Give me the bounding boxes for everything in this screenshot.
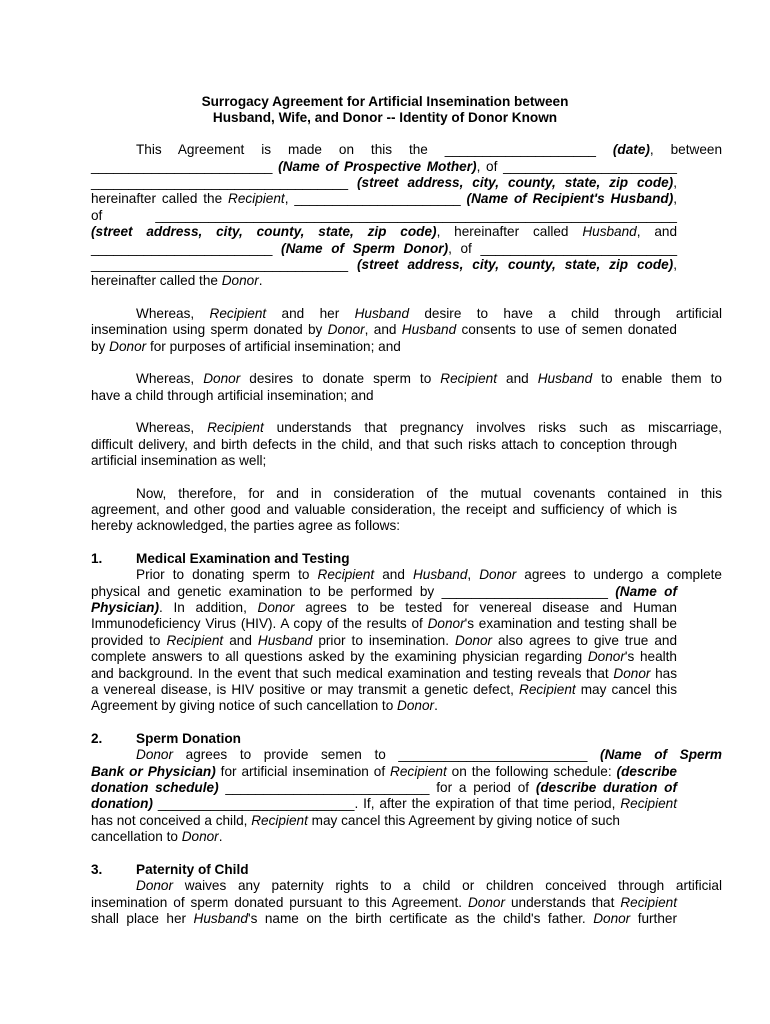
text: , [673,175,677,190]
text: understands that pregnancy involves risks such as miscarriage, [263,420,723,435]
defined-term: Husband [354,306,410,321]
defined-term: Donor [397,698,435,713]
text: shall place her [91,911,194,926]
defined-term: Donor [427,616,465,631]
text: prior to insemination. [312,633,456,648]
document-title [90,94,680,126]
text: has [650,666,678,681]
intro-line [91,273,677,289]
section-heading [91,862,677,878]
section-line [91,747,722,763]
text: waives any paternity rights to a child or children conceived through artificial [173,878,722,893]
section-line [91,633,677,649]
field-label: (street address, city, county, state, zip code) [348,257,674,272]
text: to enable them to [592,371,722,386]
text: further [630,911,677,926]
text: understands that [505,895,621,910]
text: 's examination and testing shall be [464,616,677,631]
text: Whereas, [136,306,210,321]
text: Prior to donating sperm to [136,567,318,582]
text: , [673,257,677,272]
section-line [91,584,677,600]
section-number: 2. [91,731,103,746]
text: and background. In the event that such medical examination and testing reveals that [91,666,614,681]
now-therefore-line: agreement, and other good and valuable consideration, the receipt and sufficiency of which is [91,502,677,517]
intro-line [91,224,677,240]
whereas-line [91,306,722,322]
defined-term: Recipient [620,895,677,910]
text: . [434,698,438,713]
defined-term: Donor [479,567,517,582]
text: also agrees to give true and [492,633,678,648]
text: desires to donate sperm to [240,371,441,386]
text: cancellation to [91,829,182,844]
text: Agreement by giving notice of such cancellation to [91,698,398,713]
title-line-2: Husband, Wife, and Donor -- Identity of Donor Known [212,110,558,125]
husband-name-blank[interactable]: ______________________ [294,191,461,206]
donor-address-blank[interactable]: __________________________ [480,241,678,256]
defined-term: Recipient [209,306,267,321]
now-therefore-line: hereby acknowledged, the parties agree as follows: [91,518,401,533]
text: agrees to undergo a complete [516,567,722,582]
text: Whereas, [136,371,204,386]
text: provided to [91,633,167,648]
section-title: Medical Examination and Testing [136,551,350,566]
text: physical and genetic examination to be performed by [91,584,442,599]
intro-line [91,175,677,191]
section-line [91,813,677,829]
defined-term: Donor [467,895,506,910]
field-label: (Name of Prospective Mother) [272,159,477,174]
text: , of [476,159,504,174]
text: desire to have a child through artificial [409,306,722,321]
text: . [218,829,223,844]
mother-address-blank[interactable]: __________________________________ [91,175,349,190]
text: , [284,191,295,206]
intro-line [91,191,677,207]
defined-term: Donor [109,339,147,354]
intro-line [91,159,677,175]
defined-term: Recipient [620,796,677,811]
donor-name-blank[interactable]: ________________________ [91,241,273,256]
donor-address-blank[interactable]: __________________________________ [91,257,349,272]
date-blank[interactable]: ____________________ [444,142,596,157]
text: 's health [624,649,677,664]
field-label: (date) [596,142,650,157]
defined-term: Husband [537,371,593,386]
mother-name-blank[interactable]: ________________________ [91,159,273,174]
defined-term: Recipient [390,764,447,779]
defined-term: Donor [221,273,259,288]
section-line [91,698,677,714]
defined-term: Husband [582,224,637,239]
text: and [374,567,413,582]
defined-term: Husband [412,567,468,582]
section-line [91,666,677,682]
text: , [467,567,480,582]
defined-term: Donor [136,878,174,893]
title-line-1: Surrogacy Agreement for Artificial Insemination between [201,94,569,109]
defined-term: Recipient [166,633,224,648]
whereas-line: difficult delivery, and birth defects in the child, and that such risks attach to conception through [91,437,677,452]
whereas-line: have a child through artificial insemination; and [91,388,374,403]
text: agrees to be tested for venereal disease and Human [294,600,677,615]
defined-term: Donor [587,649,625,664]
field-label: (Name of Recipient's Husband) [460,191,674,206]
now-therefore-line: Now, therefore, for and in consideration of the mutual covenants contained in this [136,486,722,501]
text: , of [448,241,481,256]
section-line [91,682,677,698]
text: a venereal disease, is HIV positive or may transmit a genetic defect, [91,682,519,697]
section-line [91,829,677,845]
intro-line [91,241,677,257]
field-label: (describe [616,764,677,779]
field-label: (street address, city, county, state, zip code) [91,224,437,239]
physician-name-blank[interactable]: ______________________ [441,584,608,599]
defined-term: Recipient [440,371,497,386]
text: hereinafter called the [91,191,229,206]
section-line [91,764,677,780]
defined-term: Donor [327,322,365,337]
text: on the following schedule: [446,764,617,779]
section-number: 1. [91,551,103,566]
text: for purposes of artificial insemination; and [146,339,401,354]
section-line [91,780,677,796]
field-label: (Name of Sperm Donor) [272,241,449,256]
field-label: (Name of Sperm [587,747,722,762]
sperm-bank-blank[interactable]: _________________________ [398,747,588,762]
section-title: Sperm Donation [136,731,241,746]
text: , and [364,322,402,337]
section-line [91,649,677,665]
text: of [91,208,156,223]
section-line [91,911,677,927]
text: Whereas, [136,420,208,435]
text: and [223,633,258,648]
section-line [91,600,677,616]
section-title: Paternity of Child [136,862,249,877]
section-heading [91,551,677,567]
section-line [91,796,677,812]
defined-term: Husband [193,911,248,926]
mother-address-blank[interactable]: _______________________ [503,159,677,174]
duration-blank[interactable]: __________________________ [152,796,355,811]
text: may cancel this Agreement by giving notice of such [307,813,620,828]
section-line [91,895,677,911]
text: may cancel this [575,682,677,697]
defined-term: Donor [613,666,651,681]
text: and her [266,306,355,321]
whereas-line [91,339,677,355]
schedule-blank[interactable]: ___________________________ [218,780,430,795]
section-line [91,878,722,894]
section-line [91,567,722,583]
defined-term: Donor [181,829,219,844]
text: , between [649,142,723,157]
text: Immunodeficiency Virus (HIV). A copy of the results of [91,616,428,631]
text: for artificial insemination of [215,764,391,779]
defined-term: Recipient [228,191,285,206]
text: , [673,191,677,206]
text: agrees to provide semen to [173,747,399,762]
text: . In addition, [159,600,258,615]
text: . If, after the expiration of that time period, [354,796,621,811]
whereas-line [91,420,722,436]
defined-term: Donor [203,371,241,386]
text: consents to use of semen donated [456,322,677,337]
whereas-line [91,322,677,338]
intro-line [91,257,677,273]
field-label: (Name of [607,584,677,599]
text: and [496,371,538,386]
defined-term: Recipient [251,813,308,828]
field-label: Physician) [91,600,159,615]
field-label: Bank or Physician) [91,764,216,779]
text: . [258,273,263,288]
text: insemination of sperm donated pursuant to this Agreement. [91,895,468,910]
field-label: donation) [91,796,153,811]
field-label: donation schedule) [91,780,219,795]
intro-line [91,142,722,158]
whereas-line [91,371,722,387]
husband-address-blank[interactable]: _____________________________________________________________________ [155,208,677,223]
defined-term: Donor [455,633,493,648]
whereas-line: artificial insemination as well; [91,453,267,468]
text: for a period of [429,780,536,795]
text: This Agreement is made on this the [136,142,445,157]
defined-term: Donor [593,911,631,926]
text: , hereinafter called [436,224,583,239]
text: by [91,339,110,354]
text: insemination using sperm donated by [91,322,328,337]
text: hereinafter called the [91,273,222,288]
text: , and [636,224,678,239]
field-label: (describe duration of [535,780,677,795]
defined-term: Donor [136,747,174,762]
defined-term: Donor [257,600,295,615]
defined-term: Recipient [317,567,375,582]
defined-term: Husband [257,633,313,648]
defined-term: Husband [401,322,457,337]
defined-term: Recipient [519,682,576,697]
field-label: (street address, city, county, state, zip code) [348,175,674,190]
text: 's name on the birth certificate as the child's father. [247,911,594,926]
section-number: 3. [91,862,103,877]
text: has not conceived a child, [91,813,252,828]
intro-line [91,208,677,224]
section-line [91,616,677,632]
section-heading [91,731,677,747]
text: complete answers to all questions asked by the examining physician regarding [91,649,588,664]
defined-term: Recipient [207,420,264,435]
